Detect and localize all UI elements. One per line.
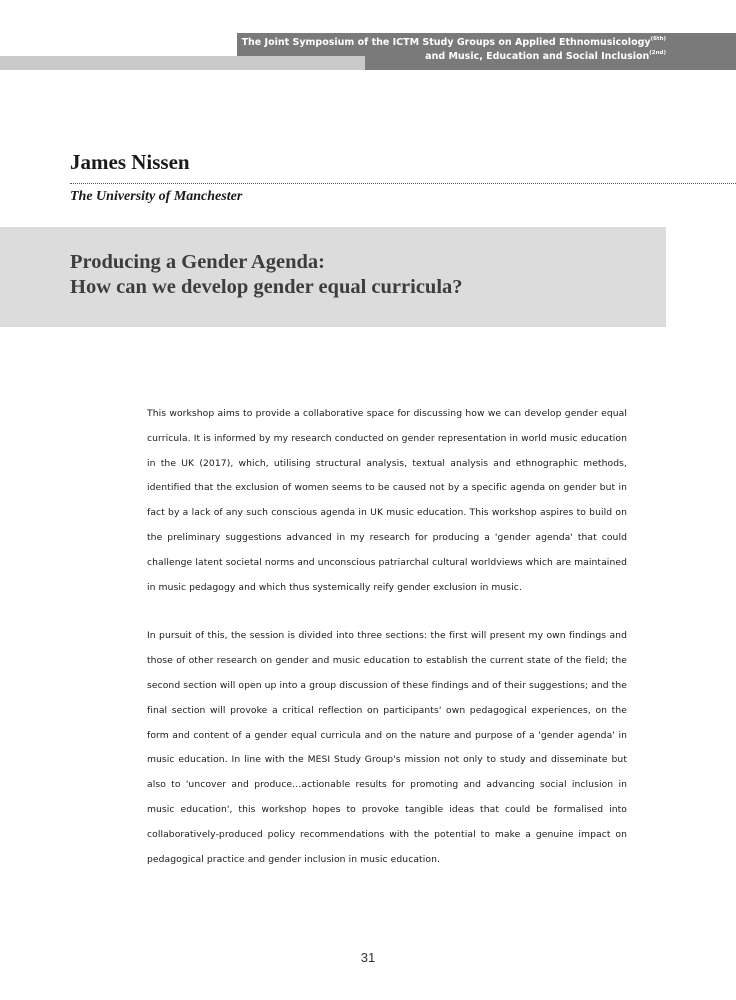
header-line2-superscript: (2nd) [649,50,666,56]
paper-title [70,250,463,300]
abstract-body [147,402,627,872]
symposium-header-line1: The Joint Symposium of the ICTM Study Groups on Applied Ethnomusicology$^{(6th)}$ [241,36,666,48]
header-accent-bar [0,56,365,70]
page-number: 31 [360,950,376,965]
symposium-header-line2: and Music, Education and Social Inclusion$^{(2nd)}$ [425,50,666,62]
header-line1-superscript: (6th) [650,36,666,42]
paper-title-line2: How can we develop gender equal curricula? [70,276,463,298]
author-affiliation: The University of Manchester [70,189,243,204]
author-name: James Nissen [70,150,190,174]
title-banner [0,227,666,327]
abstract-paragraph-1: This workshop aims to provide a collaborative space for discussing how we can develop gender equal curricula. It is informed by my research conducted on gender representation in world music education in the UK (2017), which, utilising structural analysis, textual analysis and ethnographic methods, identified that the exclusion of women seems to be caused not by a specific agenda on gender but in fact by a lack of any such conscious agenda in UK music education. This workshop aspires to build on the preliminary suggestions advanced in my research for producing a 'gender agenda' that could challenge latent societal norms and unconscious patriarchal cultural worldviews which are maintained in music pedagogy and which thus systemically reify gender exclusion in music. [147,408,627,593]
abstract-paragraph-2: In pursuit of this, the session is divided into three sections: the first will present my own findings and those of other research on gender and music education to establish the current state of the field; the second section will open up into a group discussion of these findings and of their suggestions; and the final section will provoke a critical reflection on participants' own pedagogical experiences, on the form and content of a gender equal curricula and on the nature and purpose of a 'gender agenda' in music education. In line with the MESI Study Group's mission not only to study and disseminate but also to 'uncover and produce…actionable results for promoting and advancing social inclusion in music education', this workshop hopes to provoke tangible ideas that could be formalised into collaboratively-produced policy recommendations with the potential to make a genuine impact on pedagogical practice and gender inclusion in music education. [147,630,627,865]
author-divider [70,183,736,184]
paper-title-line1: Producing a Gender Agenda: [70,251,325,273]
